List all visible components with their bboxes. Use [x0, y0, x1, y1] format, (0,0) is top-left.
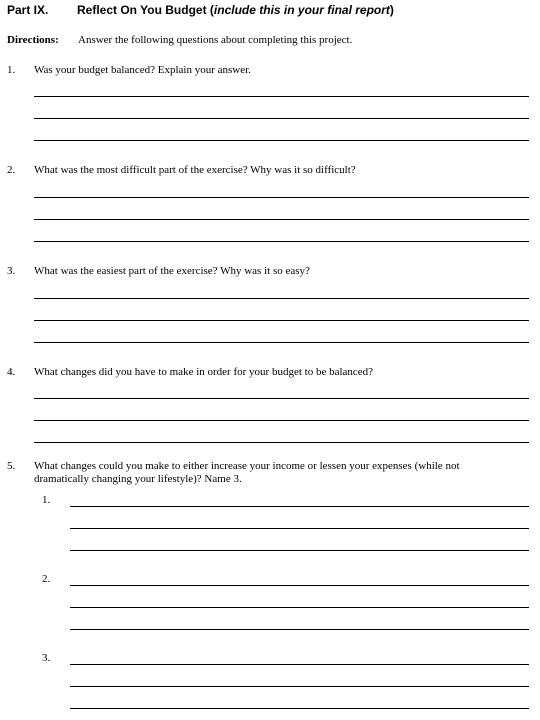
answer-line[interactable]	[70, 607, 529, 608]
answer-line[interactable]	[34, 442, 529, 443]
answer-line[interactable]	[34, 197, 529, 198]
question-number: 2.	[7, 164, 16, 176]
answer-line[interactable]	[34, 118, 529, 119]
answer-line[interactable]	[70, 506, 529, 507]
answer-line[interactable]	[34, 219, 529, 220]
answer-line[interactable]	[34, 298, 529, 299]
answer-line[interactable]	[70, 550, 529, 551]
sub-item-number: 1.	[42, 494, 51, 506]
sub-item-number: 2.	[42, 573, 51, 585]
question-number: 5.	[7, 460, 16, 472]
question-text: What changes did you have to make in order for your budget to be balanced?	[34, 366, 374, 378]
answer-line[interactable]	[34, 241, 529, 242]
question-text: What was the most difficult part of the exercise? Why was it so difficult?	[34, 164, 356, 176]
question-number: 4.	[7, 366, 16, 378]
part-label: Part IX.	[7, 3, 49, 17]
answer-line[interactable]	[34, 420, 529, 421]
answer-line[interactable]	[70, 629, 529, 630]
answer-line[interactable]	[34, 320, 529, 321]
answer-line[interactable]	[70, 708, 529, 709]
section-title	[77, 3, 394, 17]
answer-line[interactable]	[70, 686, 529, 687]
question-text-line: What changes could you make to either increase your income or lessen your expenses (while not	[34, 460, 460, 472]
question-text: Was your budget balanced? Explain your answer.	[34, 64, 251, 76]
directions-label: Directions:	[7, 34, 59, 46]
section-title-main: Reflect On You Budget (	[77, 3, 214, 17]
answer-line[interactable]	[34, 140, 529, 141]
question-text	[34, 460, 534, 486]
directions-text: Answer the following questions about completing this project.	[78, 34, 353, 46]
answer-line[interactable]	[70, 664, 529, 665]
section-title-close: )	[389, 3, 394, 17]
answer-line[interactable]	[70, 585, 529, 586]
question-number: 1.	[7, 64, 16, 76]
question-number: 3.	[7, 265, 16, 277]
section-title-note: include this in your final report	[213, 3, 390, 17]
sub-item-number: 3.	[42, 652, 51, 664]
answer-line[interactable]	[34, 342, 529, 343]
answer-line[interactable]	[34, 398, 529, 399]
question-text-line: dramatically changing your lifestyle)? Name 3.	[34, 473, 242, 485]
question-text: What was the easiest part of the exercise? Why was it so easy?	[34, 265, 310, 277]
answer-line[interactable]	[70, 528, 529, 529]
answer-line[interactable]	[34, 96, 529, 97]
